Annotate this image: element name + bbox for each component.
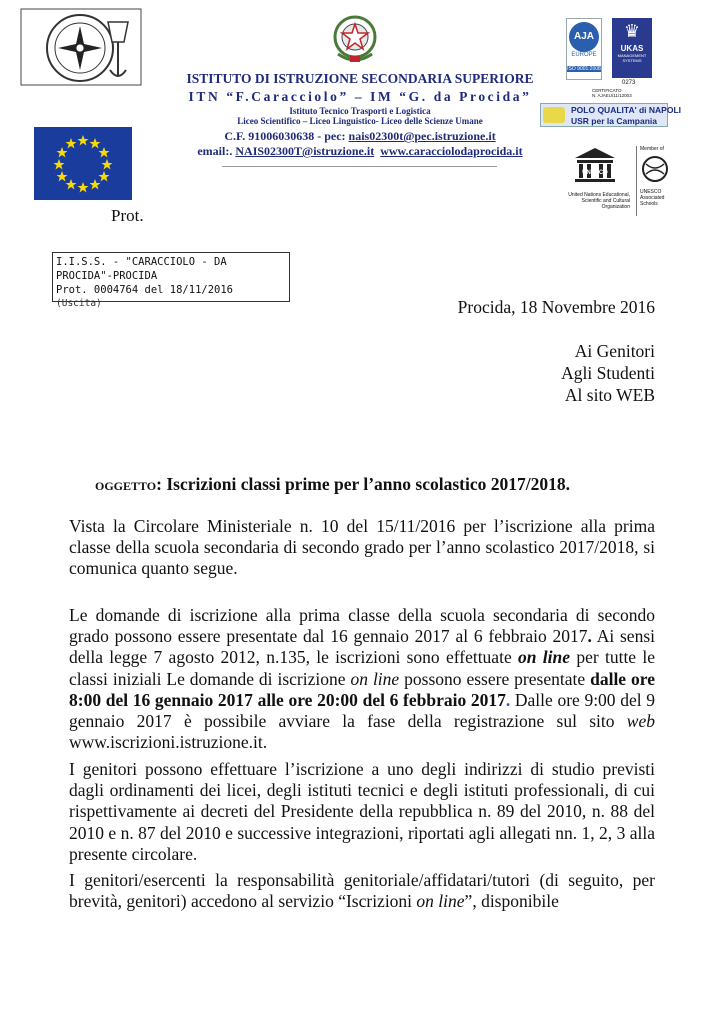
protocol-label: Prot. [111, 206, 144, 225]
email-label: email:. [197, 144, 236, 158]
institute-name: ISTITUTO DI ISTRUZIONE SECONDARIA SUPERIORE [186, 71, 534, 86]
italian-republic-emblem [330, 12, 380, 66]
iscrizioni-site-text: www.iscrizioni.istruzione.it. [69, 732, 268, 753]
licei-line: Liceo Scientifico – Liceo Linguistico- Liceo delle Scienze Umane [237, 116, 483, 126]
header-divider [222, 166, 497, 167]
crown-icon: ♛ [623, 21, 641, 41]
ukas-number: 0273 [622, 80, 636, 86]
tax-code-pec-line [160, 129, 560, 144]
school-names: ITN “F.Caracciolo” – IM “G. da Procida” [188, 89, 532, 104]
certificate-label: CERTIFICATO N. AJAEU/11/12003 [592, 88, 632, 98]
website-link[interactable]: www.caracciolodaprocida.it [380, 144, 523, 158]
email-link[interactable]: NAIS02300T@istruzione.it [235, 144, 375, 158]
unesco-member-logo: Member of UNESCO Associated Schools [636, 146, 684, 216]
recipients-block [561, 340, 655, 406]
stamp-line-1: I.I.S.S. - "CARACCIOLO - DA PROCIDA"-PROCIDA [56, 256, 227, 282]
email-website-line [160, 144, 560, 159]
body-paragraph-3: I genitori possono effettuare l’iscrizione a uno degli indirizzi di studio previsti dagli ordinamenti dei licei, degli istituti tecnici e degli istituti professionali, di cui rispettivamente ai decreti del Presidente della repubblica n. 89 del 2010, n. 88 del 2010 e n. 87 del 2010 e successive integrazioni, riportati agli allegati nn. 1, 2, 3 alla presente circolare. [69, 759, 655, 864]
unesco-schools-globe-icon [640, 154, 670, 184]
pec-link[interactable]: nais02300t@pec.istruzione.it [348, 129, 496, 143]
protocol-stamp [52, 252, 290, 309]
body-paragraph-4: I genitori/esercenti la responsabilità genitoriale/affidatari/tutori (di seguito, per brevità, genitori) accedono al servizio “Iscrizioni on line”, disponibile [69, 870, 655, 912]
technical-institute-line: Istituto Tecnico Trasporti e Logistica [289, 106, 431, 116]
unesco-logo: UNESCO United Nations Educational, Scientific and Cultural Organization [560, 146, 630, 216]
recipient: Ai Genitori [574, 341, 655, 361]
aja-globe-icon: AJA [569, 22, 599, 52]
subject-label: OGGETTO [95, 479, 157, 493]
school-seal-logo [20, 8, 142, 86]
deadline-text: dalle ore 8:00 del 16 gennaio 2017 alle ore 20:00 del 6 febbraio 2017 [69, 668, 655, 710]
polo-qualita-badge: POLO QUALITA' di NAPOLI USR per la Campania [540, 103, 668, 127]
svg-text:UNESCO: UNESCO [582, 170, 608, 176]
body-paragraph-1: Vista la Circolare Ministeriale n. 10 del 15/11/2016 per l’iscrizione alla prima classe della scuola secondaria di secondo grado per l’anno scolastico 2017/2018, si comunica quanto segue. [69, 516, 655, 579]
unesco-temple-icon [573, 146, 617, 186]
stamp-line-3: (Uscita) [56, 298, 102, 309]
eu-flag-icon [34, 127, 132, 200]
recipient: Agli Studenti [561, 363, 655, 383]
recipient: Al sito WEB [564, 385, 655, 405]
aja-certification-logo: AJA EUROPE ISO 9001:2008 [566, 18, 602, 80]
body-paragraph-2: Le domande di iscrizione alla prima classe della scuola secondaria di secondo grado possono essere presentate dal 16 gennaio 2017 al 6 febbraio 2017. Ai sensi della legge 7 agosto 2012, n.135, le iscrizioni sono effettuate on line per tutte le classi iniziali Le domande di iscrizione on line possono essere presentate dalle ore 8:00 del 16 gennaio 2017 alle ore 20:00 del 6 febbraio 2017. Dalle ore 9:00 del 9 gennaio 2017 è possibile avviare la fase della registrazione sul sito web www.iscrizioni.istruzione.it. [69, 605, 656, 753]
subject-text: : Iscrizioni classi prime per l’anno scolastico 2017/2018. [156, 474, 570, 494]
stamp-line-2: Prot. 0004764 del 18/11/2016 [56, 284, 234, 296]
letter-date: Procida, 18 Novembre 2016 [457, 297, 655, 317]
tax-code-label: C.F. 91006030638 - pec: [224, 129, 349, 143]
subject-line [95, 474, 655, 495]
ukas-certification-logo: ♛ UKAS MANAGEMENT SYSTEMS [612, 18, 652, 78]
polo-qualita-icon [543, 107, 565, 123]
